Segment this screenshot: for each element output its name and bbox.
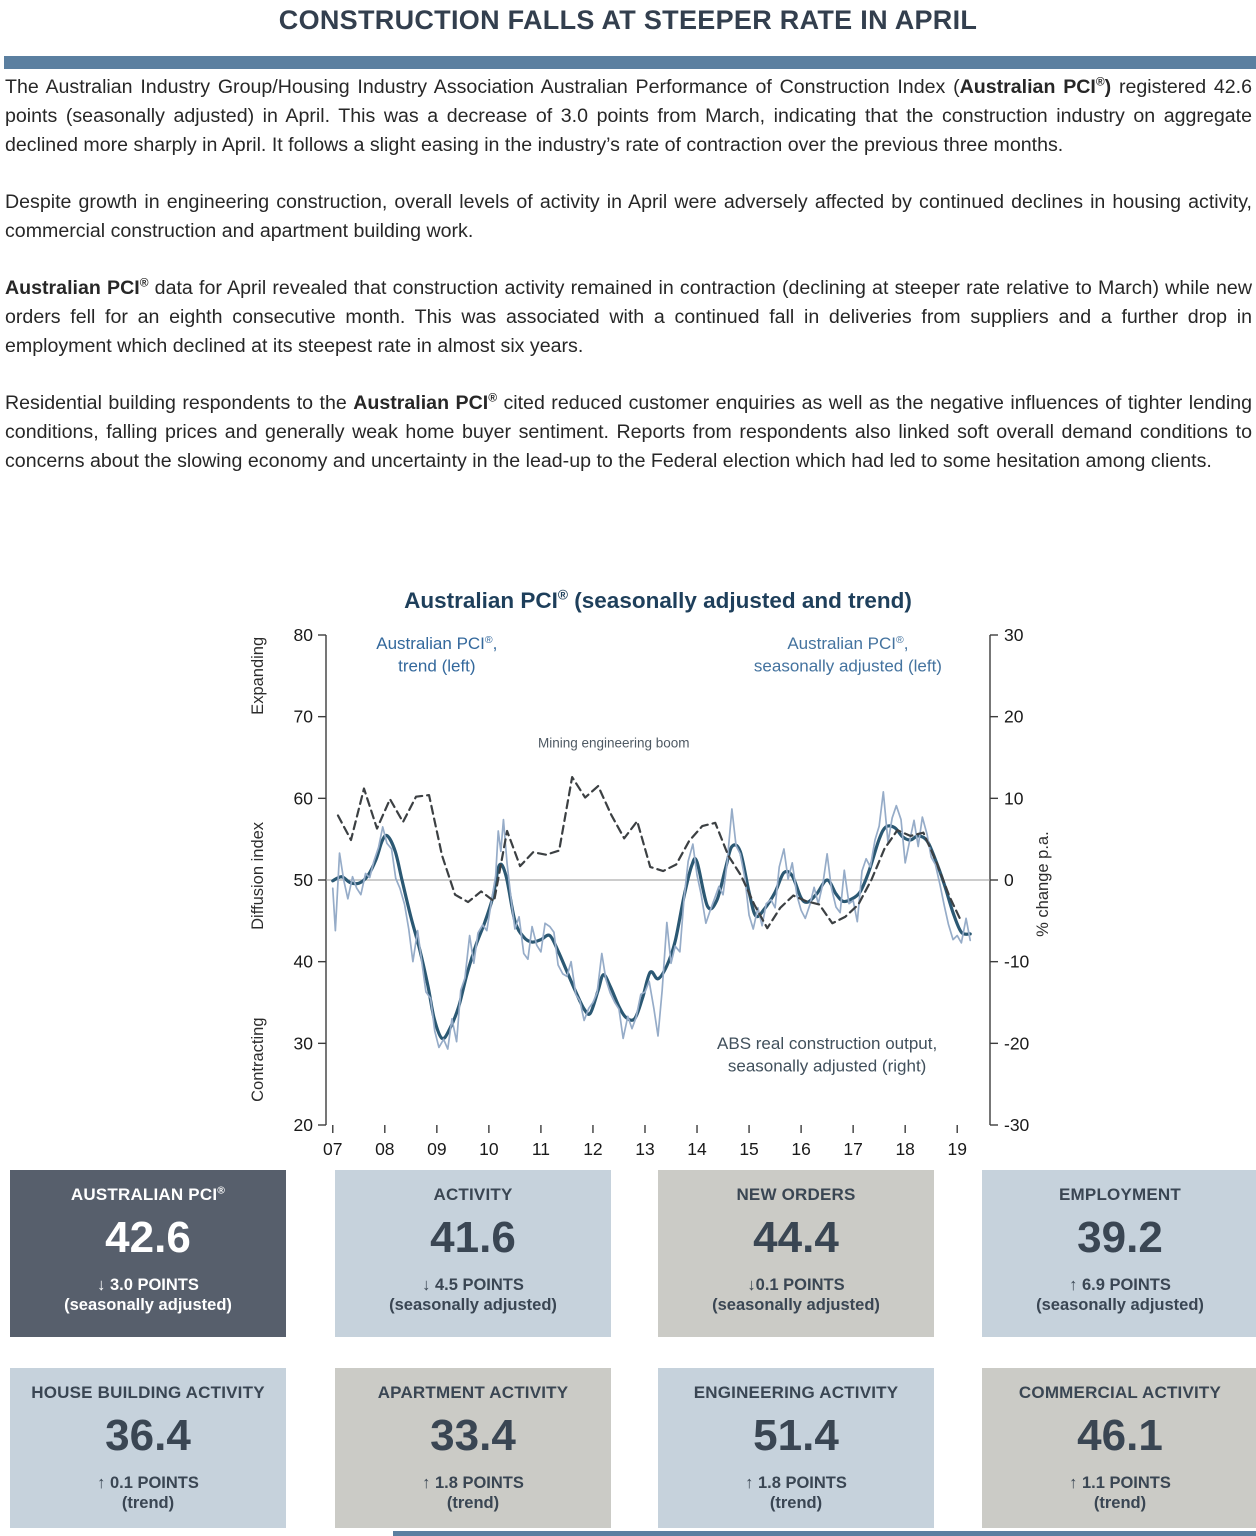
stat-delta: ↑ 1.8 POINTS [422,1474,524,1492]
x-axis-tick-label: 16 [791,1139,811,1159]
text-segment: Residential building respondents to the [5,392,354,414]
x-axis-tick-label: 15 [739,1139,759,1159]
text-segment: cited reduced customer enquiries as well as the negative influences of tighter lending conditions, falling prices and generally weak home buyer sentiment. Reports from respondents also linked soft overall demand conditions to concerns about the slowing economy and uncertainty in the lead-up to the Federal election which had led to some hesitation among clients. [5,392,1252,472]
chart-annotation: ABS real construction output, [717,1034,938,1054]
right-axis-tick-label: 30 [1004,625,1024,645]
body-text [5,73,1252,504]
stat-value: 51.4 [753,1411,839,1460]
x-axis-tick-label: 12 [583,1139,603,1159]
paragraph [5,274,1252,361]
title-divider-bar [4,56,1256,69]
x-axis-tick-label: 09 [427,1139,447,1159]
right-axis-title: % change p.a. [1034,831,1052,937]
stat-value: 41.6 [430,1213,516,1262]
stat-basis: (trend) [446,1494,500,1512]
stat-label: COMMERCIAL ACTIVITY [1018,1383,1222,1402]
stat-label: AUSTRALIAN PCI® [70,1185,226,1204]
left-axis-tick-label: 70 [293,706,313,727]
pci-chart [0,585,1256,1170]
x-axis-tick-label: 08 [375,1139,395,1159]
text-segment: Australian PCI® [5,275,149,299]
x-axis-tick-label: 07 [323,1139,343,1159]
right-axis-tick-label: 10 [1004,788,1024,809]
text-segment: data for April revealed that construction activity remained in contraction (declining at steeper rate relative to March) while new orders fell for an eighth consecutive month. This was associated with a continued fall in deliveries from suppliers and a further drop in employment which declined at its steepest rate in almost six years. [5,277,1252,357]
stat-label: EMPLOYMENT [1059,1185,1181,1204]
stat-basis: (trend) [121,1494,175,1512]
stat-label: NEW ORDERS [736,1185,856,1204]
stat-delta: ↑ 1.1 POINTS [1069,1474,1171,1492]
stat-value: 44.4 [753,1213,839,1262]
paragraph [5,73,1252,160]
stat-box-australian-pci [10,1170,286,1337]
x-axis-tick-label: 19 [947,1139,967,1159]
chart-annotation: seasonally adjusted (left) [753,656,942,676]
stat-delta: ↑ 0.1 POINTS [97,1474,199,1492]
stat-box-house-building-activity [10,1368,286,1528]
text-segment: The Australian Industry Group/Housing Industry Association Australian Performance of Construction Index ( [5,76,960,98]
stat-basis: (seasonally adjusted) [712,1296,880,1314]
stat-label: APARTMENT ACTIVITY [377,1383,569,1402]
stat-value: 39.2 [1077,1213,1163,1262]
left-axis-title: Expanding [249,636,267,715]
left-axis-tick-label: 60 [293,788,313,809]
page-title: CONSTRUCTION FALLS AT STEEPER RATE IN APRIL [278,5,978,35]
text-segment: registered 42.6 points (seasonally adjusted) in April. This was a decrease of 3.0 points from March, indicating that the construction industry on aggregate declined more sharply in April. It follows a slight easing in the industry’s rate of contraction over the previous three months. [5,76,1252,156]
left-axis-tick-label: 50 [293,870,313,890]
footer-bar [393,1531,1256,1536]
stat-basis: (seasonally adjusted) [1036,1296,1204,1314]
stat-label: ENGINEERING ACTIVITY [693,1383,899,1402]
left-axis-title: Contracting [249,1017,267,1102]
stat-box-engineering-activity [658,1368,934,1528]
stat-box-activity [335,1170,611,1337]
left-axis-tick-label: 40 [293,951,313,972]
x-axis-tick-label: 18 [895,1139,915,1159]
right-axis-tick-label: -30 [1004,1115,1030,1135]
chart-annotation: trend (left) [398,656,476,676]
x-axis-tick-label: 10 [479,1139,499,1159]
left-axis-tick-label: 80 [293,625,313,645]
right-axis-tick-label: -10 [1004,951,1030,972]
right-axis-tick-label: 20 [1004,706,1024,727]
x-axis-tick-label: 13 [635,1139,655,1159]
x-axis-tick-label: 11 [531,1139,551,1159]
stat-basis: (seasonally adjusted) [389,1296,557,1314]
chart-annotation: seasonally adjusted (right) [727,1056,927,1076]
paragraph [5,188,1252,246]
stat-delta: ↓ 3.0 POINTS [97,1276,199,1294]
chart-annotation: Mining engineering boom [537,735,690,751]
text-segment: Despite growth in engineering construction, overall levels of activity in April were adversely affected by continued declines in housing activity, commercial construction and apartment building work. [5,191,1252,242]
stat-value: 46.1 [1077,1411,1163,1460]
text-segment: Australian PCI® [353,390,497,414]
stat-delta: ↓0.1 POINTS [747,1276,845,1294]
stat-box-employment [982,1170,1256,1337]
stat-label: ACTIVITY [433,1185,513,1204]
stat-value: 36.4 [105,1411,191,1460]
left-axis-title: Diffusion index [249,821,267,930]
x-axis-tick-label: 17 [843,1139,863,1159]
x-axis-tick-label: 14 [687,1139,707,1159]
stat-box-apartment-activity [335,1368,611,1528]
right-axis-tick-label: -20 [1004,1033,1030,1054]
stat-basis: (trend) [769,1494,823,1512]
chart-annotation: Australian PCI®, [376,633,498,653]
left-axis-tick-label: 20 [293,1115,313,1135]
right-axis-tick-label: 0 [1004,870,1014,890]
stat-delta: ↑ 1.8 POINTS [745,1474,847,1492]
stat-box-commercial-activity [982,1368,1256,1528]
stat-delta: ↑ 6.9 POINTS [1069,1276,1171,1294]
chart-title: Australian PCI® (seasonally adjusted and trend) [404,587,912,613]
stat-value: 42.6 [105,1213,191,1262]
abs-output-line [338,777,960,928]
stat-delta: ↓ 4.5 POINTS [422,1276,524,1294]
stat-box-new-orders [658,1170,934,1337]
stat-label: HOUSE BUILDING ACTIVITY [31,1383,265,1402]
trend-line [333,826,970,1039]
chart-annotation: Australian PCI®, [787,633,909,653]
stat-basis: (seasonally adjusted) [64,1296,232,1314]
stat-basis: (trend) [1093,1494,1147,1512]
stat-value: 33.4 [430,1411,516,1460]
paragraph [5,389,1252,476]
seasonally-adjusted-line [333,792,970,1049]
left-axis-tick-label: 30 [293,1033,313,1054]
text-segment: Australian PCI®) [959,74,1112,98]
